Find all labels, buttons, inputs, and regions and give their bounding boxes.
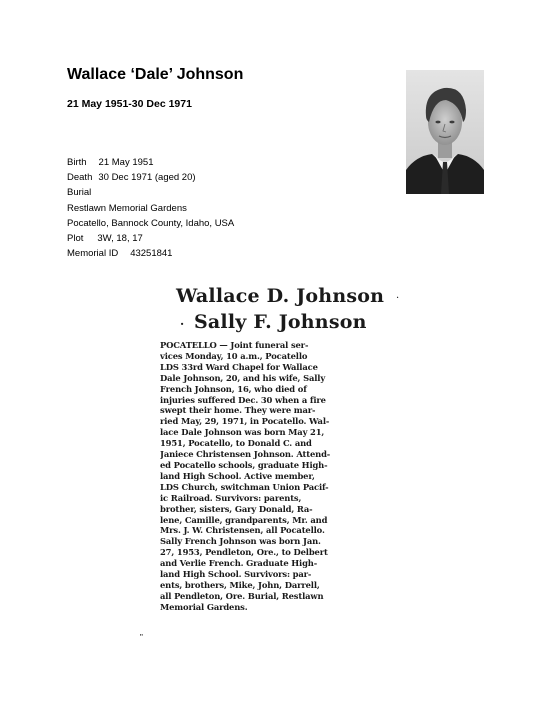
death-value: 30 Dec 1971 (aged 20) bbox=[98, 172, 196, 184]
clipping-bullet: · bbox=[180, 317, 185, 331]
death-row bbox=[67, 170, 234, 185]
clipping-line: lene, Camille, grandparents, Mr. and bbox=[160, 514, 328, 525]
clipping-line: swept their home. They were mar- bbox=[160, 405, 316, 416]
clipping-line: injuries suffered Dec. 30 when a fire bbox=[160, 394, 326, 405]
birth-row bbox=[67, 155, 234, 170]
portrait-photo bbox=[406, 70, 484, 194]
birth-label: Birth bbox=[67, 157, 87, 168]
cemetery-name: Restlawn Memorial Gardens bbox=[67, 202, 187, 214]
memorial-id-value: 43251841 bbox=[130, 248, 173, 260]
memorial-id-row bbox=[67, 246, 234, 261]
cemetery-location: Pocatello, Bannock County, Idaho, USA bbox=[67, 217, 235, 229]
life-dates: 21 May 1951-30 Dec 1971 bbox=[67, 98, 192, 110]
death-label: Death bbox=[67, 172, 93, 184]
clipping-line: POCATELLO — Joint funeral ser- bbox=[160, 340, 309, 350]
clipping-line: Memorial Gardens. bbox=[160, 601, 248, 612]
clipping-headline-2: Sally F. Johnson bbox=[194, 311, 367, 333]
clipping-line: ried May, 29, 1971, in Pocatello. Wal- bbox=[160, 416, 330, 427]
clipping-line: all Pendleton, Ore. Burial, Restlawn bbox=[160, 590, 324, 601]
clipping-line: Mrs. J. W. Christensen, all Pocatello. bbox=[160, 525, 325, 536]
clipping-headline-1: Wallace D. Johnson bbox=[176, 285, 385, 307]
clipping-line: ic Railroad. Survivors: parents, bbox=[160, 492, 302, 503]
plot-label: Plot bbox=[67, 233, 84, 245]
clipping-body bbox=[160, 340, 400, 613]
newspaper-clipping bbox=[150, 283, 410, 643]
clipping-line: brother, sisters, Gary Donald, Ra- bbox=[160, 503, 313, 514]
portrait-image bbox=[406, 70, 484, 194]
clipping-line: and Verlie French. Graduate High- bbox=[160, 558, 318, 569]
clipping-line: French Johnson, 16, who died of bbox=[160, 383, 307, 394]
clipping-line: 27, 1953, Pendleton, Ore., to Delbert bbox=[160, 547, 328, 558]
memorial-details bbox=[67, 155, 234, 261]
clipping-line: vices Monday, 10 a.m., Pocatello bbox=[160, 350, 308, 361]
memorial-id-label: Memorial ID bbox=[67, 248, 119, 260]
clipping-speck: · bbox=[396, 293, 400, 304]
clipping-line: land High School. Survivors: par- bbox=[160, 569, 312, 580]
memorial-name: Wallace ‘Dale’ Johnson bbox=[67, 66, 244, 83]
clipping-line: lace Dale Johnson was born May 21, bbox=[160, 427, 325, 438]
clipping-line: LDS Church, switchman Union Pacif- bbox=[160, 481, 329, 492]
burial-label: Burial bbox=[67, 187, 92, 199]
clipping-line: 1951, Pocatello, to Donald C. and bbox=[160, 438, 312, 449]
clipping-line: ents, brothers, Mike, John, Darrell, bbox=[160, 579, 320, 590]
clipping-line: ed Pocatello schools, graduate High- bbox=[160, 459, 328, 470]
clipping-line: Janiece Christensen Johnson. Attend- bbox=[160, 449, 331, 460]
plot-value: 3W, 18, 17 bbox=[97, 233, 143, 245]
plot-row bbox=[67, 231, 234, 246]
trailing-quote-mark: " bbox=[140, 633, 143, 642]
clipping-line: Sally French Johnson was born Jan. bbox=[160, 536, 321, 547]
birth-value: 21 May 1951 bbox=[98, 157, 154, 168]
clipping-line: LDS 33rd Ward Chapel for Wallace bbox=[160, 361, 318, 372]
clipping-line: land High School. Active member, bbox=[160, 470, 315, 481]
clipping-line: Dale Johnson, 20, and his wife, Sally bbox=[160, 372, 326, 383]
